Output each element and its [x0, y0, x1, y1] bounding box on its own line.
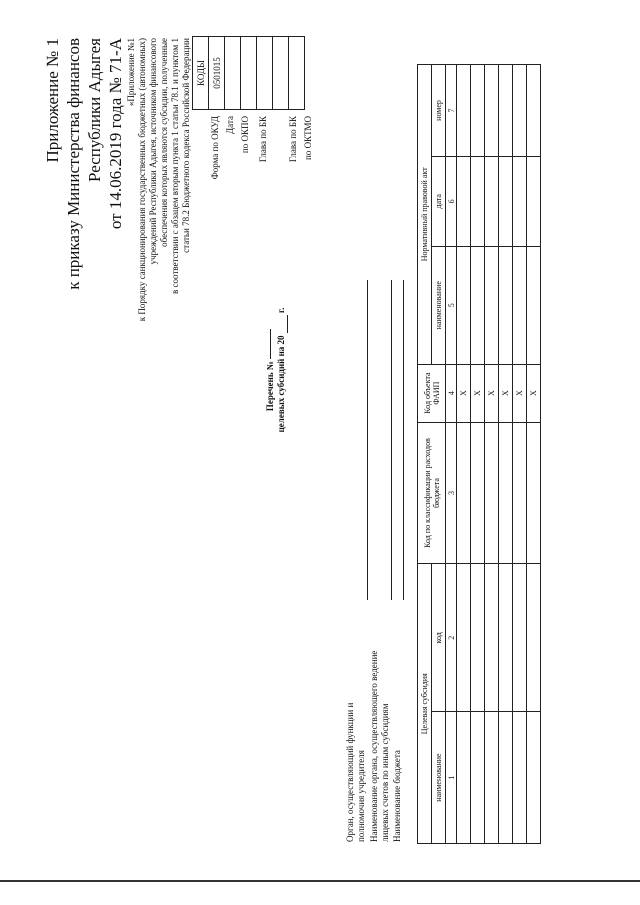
- faip-cell: X: [513, 364, 527, 422]
- col-kbk-header: Код по классификации расходов бюджета: [418, 422, 446, 564]
- faip-cell: X: [499, 364, 513, 422]
- intro-line-3: учреждений Республики Адыгея, источником финансового: [148, 38, 158, 265]
- col-target-name-header: наименование: [432, 712, 446, 844]
- faip-cell: X: [527, 364, 541, 422]
- col-num-3: 3: [446, 422, 457, 564]
- codes-header: КОДЫ: [193, 37, 209, 110]
- intro-block: [126, 38, 192, 378]
- col-npa-num-header: номер: [432, 65, 446, 157]
- glava2-label: Глава по БК: [288, 116, 298, 163]
- intro-line-2: к Порядку санкционирования государственных бюджетных (автономных): [137, 38, 147, 322]
- scan-bottom-edge: [0, 880, 640, 882]
- faip-cell: X: [471, 364, 485, 422]
- col-num-7: 7: [446, 65, 457, 157]
- table-row: [499, 65, 513, 844]
- col-faip-header: Код объекта ФАИП: [418, 364, 446, 422]
- table-row: [457, 65, 471, 844]
- col-npa-name-header: наименование: [432, 246, 446, 364]
- intro-line-6: статьи 78.2 Бюджетного кодекса Российской Федерации: [181, 38, 191, 253]
- organ-label-1: Орган, осуществляющий функции и: [345, 702, 355, 842]
- faip-cell: X: [457, 364, 471, 422]
- date-label: Дата: [225, 116, 235, 134]
- header-line-2: к приказу Министерства финансов: [64, 38, 83, 290]
- header-line-3: Республики Адыгея: [85, 38, 104, 182]
- intro-line-1: «Приложение №1: [126, 38, 136, 107]
- intro-line-5: в соответствии с абзацем вторым пункта 1 статьи 78.1 и пунктом 1: [170, 38, 180, 294]
- title-number-blank: [270, 329, 271, 359]
- okpo-code-cell: [241, 37, 257, 110]
- column-numbers-row: [446, 65, 457, 844]
- date-code-cell: [225, 37, 241, 110]
- budget-underline: [403, 280, 404, 600]
- table-row: [527, 65, 541, 844]
- subsidies-table: [417, 64, 541, 844]
- okud-code-cell: 0501015: [209, 37, 225, 110]
- glava-code-cell: [257, 37, 273, 110]
- col-target-code-header: код: [432, 564, 446, 712]
- table-row: [485, 65, 499, 844]
- col-num-6: 6: [446, 156, 457, 246]
- okpo-label: по ОКПО: [240, 116, 250, 154]
- header-line-1: Приложение № 1: [43, 38, 62, 163]
- naim-organa-label-2: лицевых счетов по иным субсидиям: [380, 703, 390, 842]
- col-num-5: 5: [446, 246, 457, 364]
- col-npa-date-header: дата: [432, 156, 446, 246]
- col-num-1: 1: [446, 712, 457, 844]
- faip-cell: X: [485, 364, 499, 422]
- col-num-4: 4: [446, 364, 457, 422]
- budget-label: Наименование бюджета: [392, 750, 402, 842]
- codes-table: [192, 36, 305, 110]
- glava-label: Глава по БК: [258, 116, 268, 163]
- organ-underline: [367, 280, 368, 600]
- header-block: [42, 38, 126, 290]
- table-row: [471, 65, 485, 844]
- oktmo-code-cell: [289, 37, 305, 110]
- intro-line-4: обеспечения которых являются субсидии, полученные: [159, 38, 169, 247]
- col-num-2: 2: [446, 564, 457, 712]
- list-title: [265, 275, 288, 465]
- header-line-4: от 14.06.2019 года № 71-А: [106, 38, 125, 230]
- naim-organa-label-1: Наименование органа, осуществляющего ведение: [369, 650, 379, 842]
- okud-label: Форма по ОКУД: [210, 116, 220, 180]
- organ-label-2: полномочия учредителя: [356, 750, 366, 842]
- col-target-header: Целевая субсидия: [418, 564, 432, 844]
- title-year-blank: [276, 315, 288, 333]
- table-row: [513, 65, 527, 844]
- title-line-1: Перечень №: [265, 361, 275, 412]
- title-line-2: целевых субсидий на 20: [276, 335, 286, 433]
- oktmo-label: по ОКТМО: [303, 116, 313, 160]
- glava2-code-cell: [273, 37, 289, 110]
- col-npa-header: Нормативный правовой акт: [418, 65, 432, 365]
- naim-organa-underline: [391, 280, 392, 600]
- rotated-document: [40, 30, 600, 850]
- title-year-suffix: г.: [276, 307, 286, 313]
